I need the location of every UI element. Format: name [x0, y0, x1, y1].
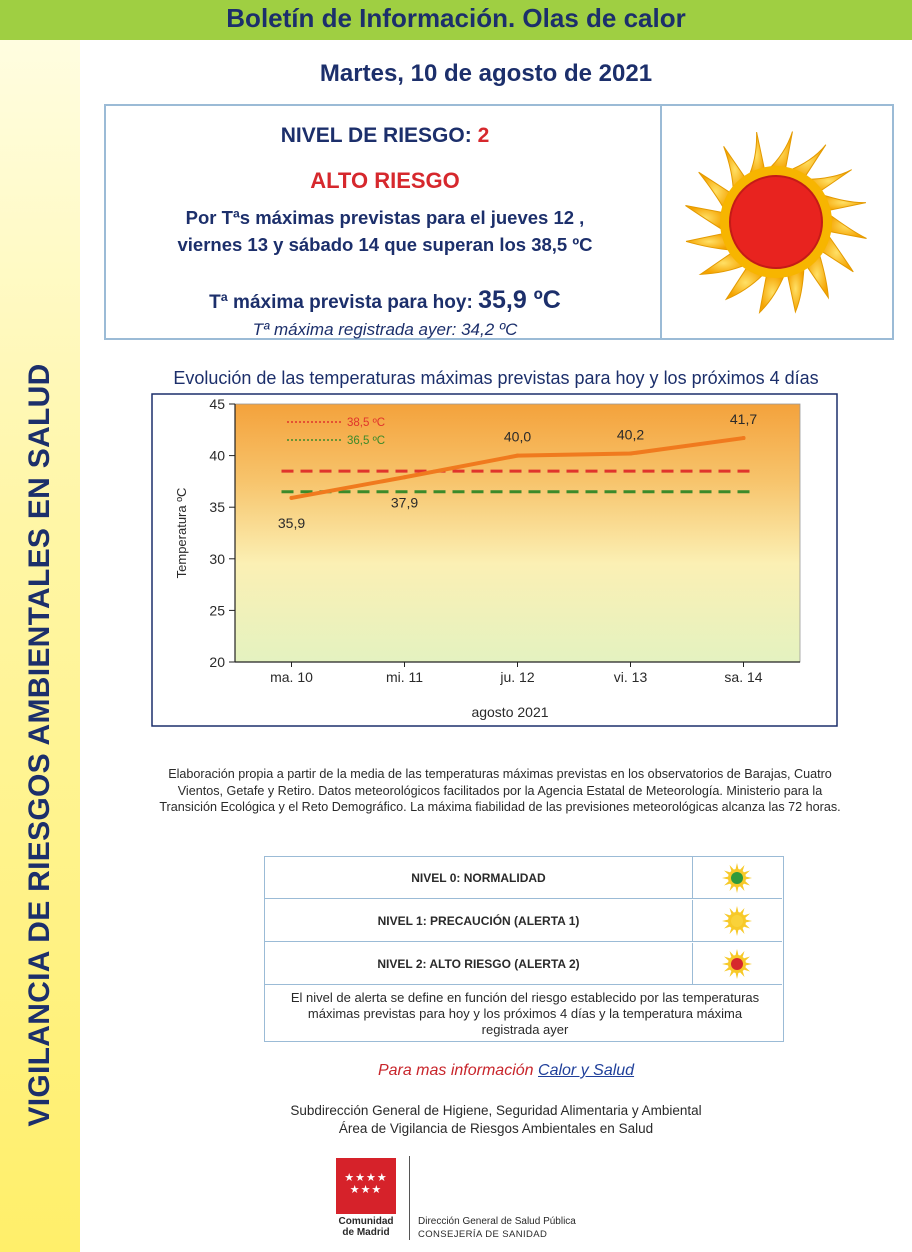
header-banner — [0, 0, 912, 40]
methodology-note: Elaboración propia a partir de la media de las temperaturas máximas previstas en los observatorios de Barajas, Cuatro Vientos, Getafe y Retiro. Datos meteorológicos facilitados por la Agencia Estatal de Meteorología. Ministerio para la Transición Ecológica y el Reto Demográfico. La máxima fiabilidad de las previsiones meteorológicas alcanza las 72 horas. — [159, 767, 841, 814]
sun-box — [660, 104, 894, 340]
levels-footer: El nivel de alerta se define en función del riesgo establecido por las temperaturas máximas previstas para hoy y los próximos 4 días y la temperatura máxima registrada ayer — [290, 990, 760, 1037]
logo-separator — [409, 1156, 410, 1240]
sun-ray — [827, 213, 866, 239]
risk-description — [120, 204, 650, 258]
logo-department — [418, 1215, 576, 1241]
x-tick-label: ma. 10 — [270, 669, 313, 685]
sun-icon — [660, 106, 892, 338]
madrid-flag-logo — [336, 1158, 396, 1214]
risk-level-value: 2 — [477, 124, 490, 147]
level-row — [265, 857, 782, 899]
risk-name: ALTO RIESGO — [310, 168, 460, 193]
data-label: 41,7 — [729, 411, 758, 428]
chart-title: Evolución de las temperaturas máximas previstas para hoy y los próximos 4 días — [173, 368, 819, 388]
data-point — [403, 475, 407, 479]
temperature-chart — [150, 392, 840, 732]
x-tick-label: vi. 13 — [613, 669, 648, 685]
x-tick-label: mi. 11 — [385, 669, 424, 685]
data-label: 35,9 — [277, 514, 306, 531]
y-tick-label: 40 — [209, 447, 225, 464]
risk-level-label: NIVEL DE RIESGO: — [280, 124, 472, 147]
sun-ray — [767, 131, 793, 170]
more-info — [100, 1062, 912, 1080]
sun-green-icon — [717, 861, 757, 895]
x-axis-label: agosto 2021 — [471, 704, 549, 720]
y-tick-label: 45 — [209, 396, 225, 412]
logo-name-line-1: Comunidad — [338, 1216, 394, 1227]
data-point — [290, 496, 294, 500]
data-label: 40,2 — [616, 426, 645, 443]
y-tick-label: 25 — [209, 602, 225, 619]
level-0-core — [731, 872, 743, 884]
y-axis-label: Temperatura ºC — [174, 487, 189, 579]
more-info-prefix: Para mas información — [377, 1062, 534, 1079]
subdirection-line-1: Subdirección General de Higiene, Seguridad Alimentaria y Ambiental — [290, 1103, 702, 1118]
sun-ray — [760, 273, 786, 312]
level-0-label: NIVEL 0: NORMALIDAD — [265, 857, 693, 899]
risk-description-line-1: Por Tªs máximas previstas para el jueves 12 , — [185, 207, 585, 228]
calor-y-salud-link[interactable]: Calor y Salud — [538, 1062, 635, 1079]
level-2-label: NIVEL 2: ALTO RIESGO (ALERTA 2) — [265, 943, 693, 985]
subdirection — [100, 1102, 892, 1138]
level-row — [265, 943, 782, 985]
risk-level — [106, 124, 664, 148]
tmax-today-label: Tª máxima prevista para hoy: — [209, 292, 473, 313]
bulletin-title: Boletín de Información. Olas de calor — [226, 3, 686, 33]
level-row — [265, 900, 782, 942]
logo-dept-line-1: Dirección General de Salud Pública — [418, 1216, 576, 1227]
y-tick-label: 30 — [209, 550, 225, 567]
data-label: 40,0 — [503, 428, 532, 445]
legend-label: 36,5 ºC — [347, 435, 386, 447]
data-point — [629, 452, 633, 456]
tmax-today-value: 35,9 ºC — [478, 286, 561, 314]
logo-name — [326, 1216, 406, 1238]
risk-description-line-2: viernes 13 y sábado 14 que superan los 38,5 ºC — [177, 234, 593, 255]
data-point — [742, 436, 746, 440]
legend-label: 38,5 ºC — [347, 417, 386, 429]
x-tick-label: ju. 12 — [500, 669, 535, 685]
data-label: 37,9 — [390, 494, 419, 511]
sun-red-icon — [717, 947, 757, 981]
x-tick-label: sa. 14 — [724, 669, 763, 685]
logo-dept-line-2: CONSEJERÍA DE SANIDAD — [418, 1229, 548, 1240]
y-tick-label: 35 — [209, 499, 225, 516]
y-tick-label: 20 — [209, 654, 225, 670]
subdirection-line-2: Área de Vigilancia de Riesgos Ambientales en Salud — [338, 1121, 654, 1136]
levels-table — [264, 856, 784, 1042]
tmax-today — [106, 286, 664, 315]
sun-ray — [685, 206, 724, 232]
level-1-label: NIVEL 1: PRECAUCIÓN (ALERTA 1) — [265, 900, 693, 942]
logo-name-line-2: de Madrid — [342, 1227, 390, 1238]
flag-stars: ★★★★ ★★★ — [344, 1172, 388, 1196]
risk-box — [104, 104, 662, 340]
data-point — [516, 454, 520, 458]
sun-yellow-icon — [717, 904, 757, 938]
side-label: VIGILANCIA DE RIESGOS AMBIENTALES EN SALUD — [23, 363, 56, 1127]
bulletin-date: Martes, 10 de agosto de 2021 — [319, 60, 653, 87]
tmax-yesterday: Tª máxima registrada ayer: 34,2 ºC — [252, 320, 518, 339]
